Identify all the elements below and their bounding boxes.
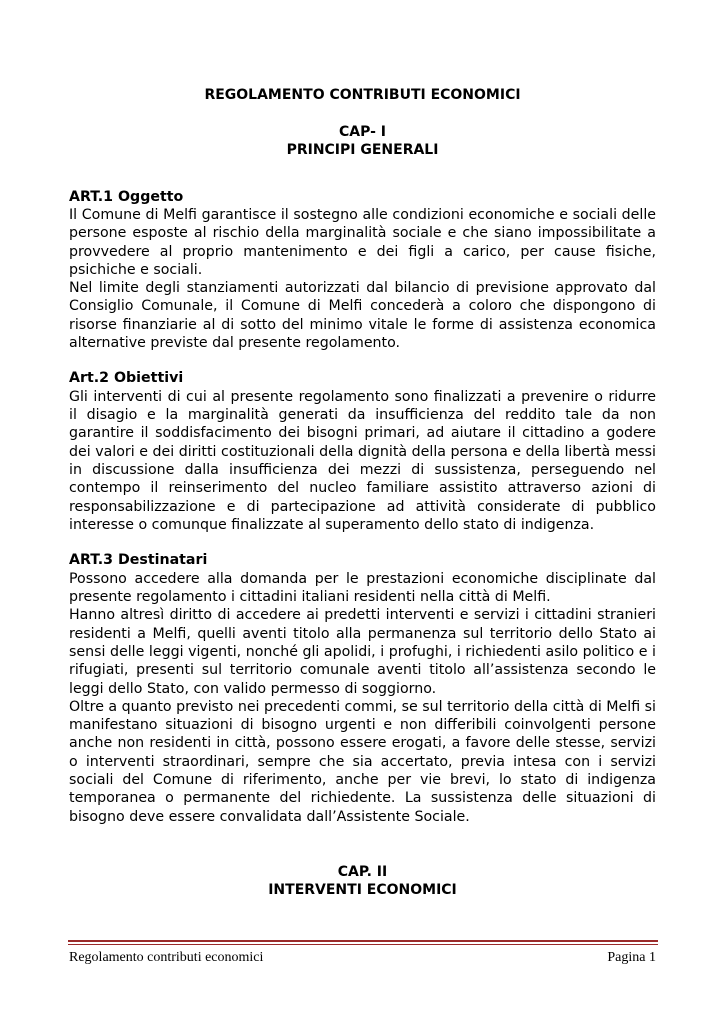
- article-2-paragraph-1: Gli interventi di cui al presente regolamento sono finalizzati a prevenire o ridurre il disagio e la marginalità generati da insufficienza del reddito tale da non garantire il soddisfacimento dei bisogni primari, ad aiutare il cittadino a godere dei valori e dei diritti costituzionali della dignità della persona e della libertà messi in discussione dalla insufficienza dei mezzi di sussistenza, perseguendo nel contempo il reinserimento del nucleo familiare assistito attraverso azioni di responsabilizzazione e di partecipazione ad attività considerate di pubblico interesse o comunque finalizzate al superamento dello stato di indigenza.: [69, 388, 656, 533]
- document-title: REGOLAMENTO CONTRIBUTI ECONOMICI: [204, 87, 521, 103]
- article-1: [69, 188, 656, 353]
- footer-divider-thin: [68, 944, 658, 945]
- chapter-1-title: PRINCIPI GENERALI: [286, 142, 439, 158]
- chapter-2-title: INTERVENTI ECONOMICI: [268, 882, 457, 899]
- article-2-heading: Art.2 Obiettivi: [69, 370, 184, 387]
- article-1-paragraph-1: Il Comune di Melfi garantisce il sostegno alle condizioni economiche e sociali delle persone esposte al rischio della marginalità sociale e che siano impossibilitate a provvedere al proprio mantenimento e dei figli a carico, per cause fisiche, psichiche e sociali.: [69, 207, 656, 278]
- document-page: [69, 86, 656, 900]
- article-1-heading: ART.1 Oggetto: [69, 188, 184, 205]
- footer-page-number: Pagina 1: [607, 950, 656, 965]
- article-3-paragraph-3: Oltre a quanto previsto nei precedenti commi, se sul territorio della città di Melfi si manifestano situazioni di bisogno urgenti e non differibili coinvolgenti persone anche non residenti in città, possono essere erogati, a favore delle stesse, servizi o interventi straordinari, sempre che sia accertato, previa intesa con i servizi sociali del Comune di riferimento, anche per vie brevi, lo stato di indigenza temporanea o permanente del richiedente. La sussistenza delle situazioni di bisogno deve essere convalidata dall’Assistente Sociale.: [69, 698, 656, 825]
- article-3-paragraph-1: Possono accedere alla domanda per le prestazioni economiche disciplinate dal presente regolamento i cittadini italiani residenti nella città di Melfi.: [69, 570, 656, 606]
- article-3-paragraph-2: Hanno altresì diritto di accedere ai predetti interventi e servizi i cittadini stranieri residenti a Melfi, quelli aventi titolo alla permanenza sul territorio dello Stato ai sensi delle leggi vigenti, nonché gli apolidi, i profughi, i richiedenti asilo politico e i rifugiati, presenti sul territorio comunale aventi titolo all’assistenza secondo le leggi dello Stato, con valido permesso di soggiorno.: [69, 607, 656, 697]
- chapter-2-number: CAP. II: [337, 863, 388, 880]
- article-3: [69, 551, 656, 826]
- footer-divider: [68, 940, 658, 942]
- article-2: [69, 369, 656, 534]
- footer-document-name: Regolamento contributi economici: [69, 950, 264, 965]
- article-3-heading: ART.3 Destinatari: [69, 552, 208, 569]
- chapter-1-number: CAP- I: [338, 123, 387, 140]
- article-1-paragraph-2: Nel limite degli stanziamenti autorizzati dal bilancio di previsione approvato dal Consiglio Comunale, il Comune di Melfi concederà a coloro che dispongono di risorse finanziarie al di sotto del minimo vitale le forme di assistenza economica alternative previste dal presente regolamento.: [69, 280, 656, 352]
